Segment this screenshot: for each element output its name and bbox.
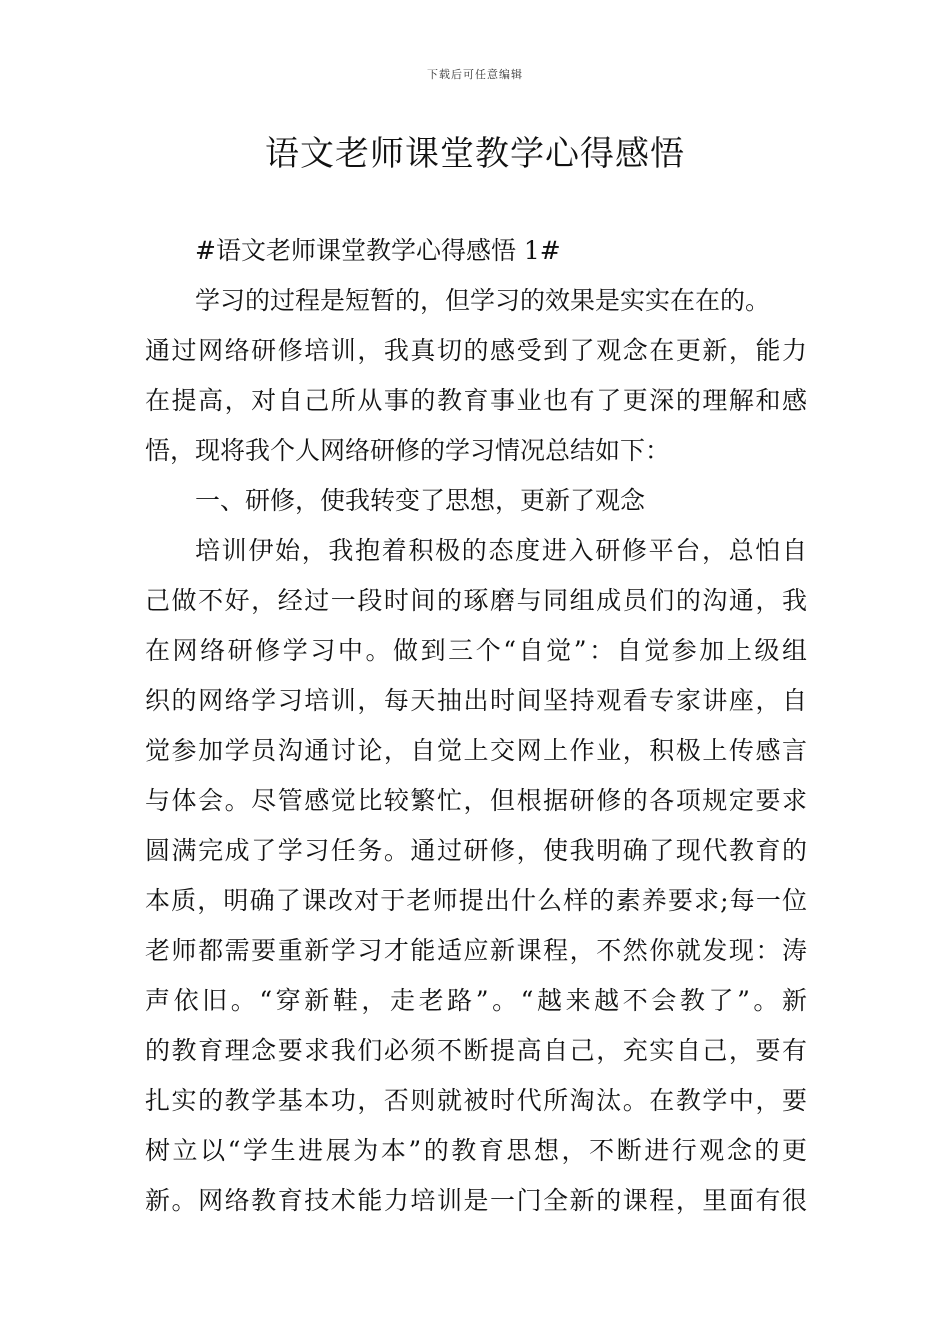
paragraph-line: 本质，明确了课改对于老师提出什么样的素养要求;每一位 (145, 886, 807, 915)
paragraph-line: 与体会。尽管感觉比较繁忙，但根据研修的各项规定要求 (145, 786, 807, 815)
paragraph-line: 织的网络学习培训，每天抽出时间坚持观看专家讲座，自 (145, 686, 807, 715)
paragraph-line: 通过网络研修培训，我真切的感受到了观念在更新，能力 (145, 336, 807, 365)
paragraph-line: 圆满完成了学习任务。通过研修，使我明确了现代教育的 (145, 836, 807, 865)
paragraph-line: 在提高，对自己所从事的教育事业也有了更深的理解和感 (145, 386, 807, 415)
paragraph-line: 声依旧。“穿新鞋，走老路”。“越来越不会教了”。新 (145, 986, 807, 1015)
paragraph-intro (145, 276, 807, 476)
section-heading: #语文老师课堂教学心得感悟 1# (195, 236, 561, 265)
paragraph-line: 新。网络教育技术能力培训是一门全新的课程，里面有很 (145, 1186, 807, 1215)
paragraph-line: 悟，现将我个人网络研修的学习情况总结如下： (145, 436, 671, 465)
paragraph-subheading (145, 476, 807, 526)
paragraph-line: 学习的过程是短暂的，但学习的效果是实实在在的。 (195, 286, 771, 315)
paragraph-line: 己做不好，经过一段时间的琢磨与同组成员们的沟通，我 (145, 586, 807, 615)
header-note: 下载后可任意编辑 (427, 68, 523, 81)
paragraph-line: 觉参加学员沟通讨论，自觉上交网上作业，积极上传感言 (145, 736, 807, 765)
paragraph-line: 树立以“学生进展为本”的教育思想，不断进行观念的更 (145, 1136, 807, 1165)
document-body (145, 226, 807, 1226)
document-title: 语文老师课堂教学心得感悟 (265, 134, 685, 174)
paragraph-training (145, 526, 807, 1226)
subheading-line: 一、研修，使我转变了思想，更新了观念 (195, 486, 646, 515)
paragraph-line: 的教育理念要求我们必须不断提高自己，充实自己，要有 (145, 1036, 807, 1065)
paragraph-line: 扎实的教学基本功，否则就被时代所淘汰。在教学中，要 (145, 1086, 807, 1115)
paragraph-line: 在网络研修学习中。做到三个“自觉”：自觉参加上级组 (145, 636, 807, 665)
paragraph-line: 老师都需要重新学习才能适应新课程，不然你就发现：涛 (145, 936, 807, 965)
paragraph-line: 培训伊始，我抱着积极的态度进入研修平台，总怕自 (195, 536, 807, 565)
